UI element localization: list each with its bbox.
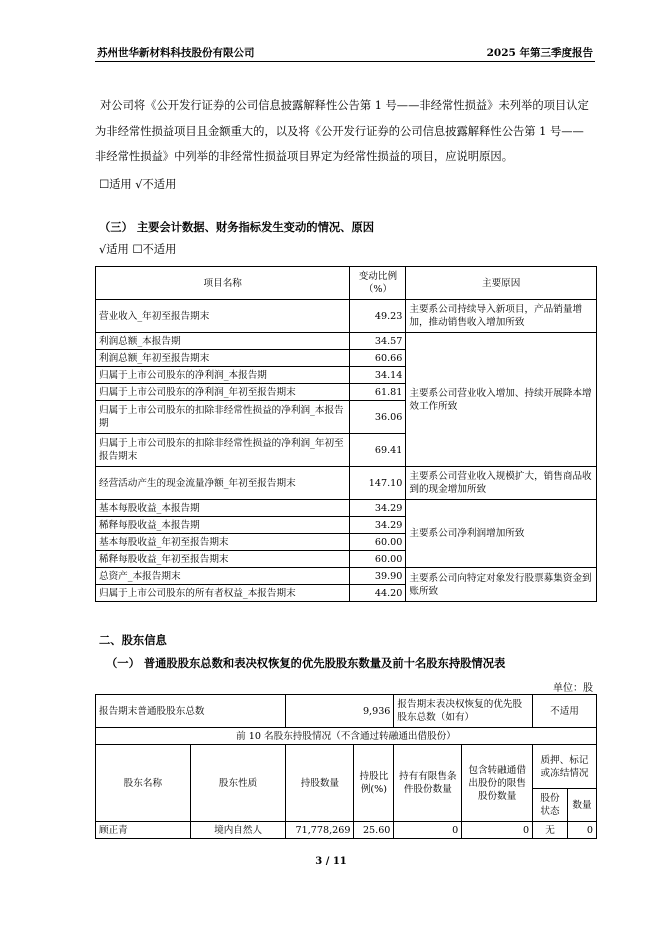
pref-holders-label: 报告期末表决权恢复的优先股股东总数（如有） — [394, 695, 533, 728]
row-ratio: 36.06 — [350, 401, 406, 434]
header-nature: 股东性质 — [190, 745, 286, 822]
row-ratio: 61.81 — [350, 384, 406, 401]
col-reason-header: 主要原因 — [406, 267, 597, 300]
row-reason: 主要系公司营业收入增加、持续开展降本增效工作所致 — [406, 333, 597, 467]
shareholder-table — [95, 694, 597, 839]
section2-title: 二、股东信息 — [99, 633, 167, 647]
col-item-header: 项目名称 — [96, 267, 350, 300]
holder-restricted: 0 — [394, 822, 462, 839]
row-name: 总资产_本报告期末 — [96, 568, 350, 585]
header-shares: 持股数量 — [286, 745, 354, 822]
header-company: 苏州世华新材料科技股份有限公司 — [97, 47, 255, 59]
row-name: 利润总额_年初至报告期末 — [96, 350, 350, 367]
total-holders-label: 报告期末普通股股东总数 — [96, 695, 286, 728]
section2-subtitle: （一） 普通股股东总数和表决权恢复的优先股股东数量及前十名股东持股情况表 — [106, 656, 506, 670]
header-rule — [95, 61, 595, 62]
header-pledge-status: 股份状态 — [533, 789, 568, 822]
row-ratio: 147.10 — [350, 467, 406, 500]
holder-ratio: 25.60 — [354, 822, 394, 839]
holder-lending: 0 — [462, 822, 533, 839]
row-ratio: 49.23 — [350, 300, 406, 333]
header-restricted: 持有有限售条件股份数量 — [394, 745, 462, 822]
row-ratio: 60.00 — [350, 534, 406, 551]
header-pledge: 质押、标记或冻结情况 — [533, 745, 597, 789]
row-name: 经营活动产生的现金流量净额_年初至报告期末 — [96, 467, 350, 500]
applicability-1: ☐适用 √不适用 — [99, 178, 177, 191]
row-name: 归属于上市公司股东的净利润_年初至报告期末 — [96, 384, 350, 401]
financial-change-table — [95, 266, 597, 602]
row-ratio: 39.90 — [350, 568, 406, 585]
row-ratio: 34.29 — [350, 500, 406, 517]
intro-paragraph: 对公司将《公开发行证券的公司信息披露解释性公告第 1 号——非经常性损益》未列举的项目认定为非经常性损益项目且金额重大的，以及将《公开发行证券的公司信息披露解释性公告第 1 号——非经常性损益》中列举的非经常性损益项目界定为经常性损益的项目，应说明原因。 — [95, 99, 589, 163]
header-ratio: 持股比例(%) — [354, 745, 394, 822]
row-reason: 主要系公司净利润增加所致 — [406, 500, 597, 568]
row-ratio: 60.00 — [350, 551, 406, 568]
top10-caption: 前 10 名股东持股情况（不含通过转融通出借股份） — [96, 728, 597, 745]
total-holders-value: 9,936 — [286, 695, 394, 728]
holder-pledge-status: 无 — [533, 822, 568, 839]
row-name: 稀释每股收益_本报告期 — [96, 517, 350, 534]
row-ratio: 44.20 — [350, 585, 406, 602]
row-name: 稀释每股收益_年初至报告期末 — [96, 551, 350, 568]
row-reason: 主要系公司向特定对象发行股票募集资金到账所致 — [406, 568, 597, 602]
pref-holders-value: 不适用 — [533, 695, 597, 728]
row-name: 基本每股收益_年初至报告期末 — [96, 534, 350, 551]
row-ratio: 34.29 — [350, 517, 406, 534]
row-name: 基本每股收益_本报告期 — [96, 500, 350, 517]
row-ratio: 60.66 — [350, 350, 406, 367]
section3-title: （三） 主要会计数据、财务指标发生变动的情况、原因 — [99, 220, 375, 234]
header-report: 2025 年第三季度报告 — [486, 47, 593, 59]
applicability-2: √适用 ☐不适用 — [99, 243, 177, 256]
page-number: 3 / 11 — [315, 856, 347, 867]
row-name: 营业收入_年初至报告期末 — [96, 300, 350, 333]
holder-nature: 境内自然人 — [190, 822, 286, 839]
header-pledge-qty: 数量 — [567, 789, 596, 822]
row-ratio: 34.14 — [350, 367, 406, 384]
row-name: 归属于上市公司股东的所有者权益_本报告期末 — [96, 585, 350, 602]
col-ratio-header: 变动比例（%） — [350, 267, 406, 300]
holder-pledge-qty: 0 — [567, 822, 596, 839]
header-lending: 包含转融通借出股份的限售股份数量 — [462, 745, 533, 822]
row-name: 归属于上市公司股东的净利润_本报告期 — [96, 367, 350, 384]
header-name: 股东名称 — [96, 745, 191, 822]
holder-shares: 71,778,269 — [286, 822, 354, 839]
row-ratio: 34.57 — [350, 333, 406, 350]
row-name: 利润总额_本报告期 — [96, 333, 350, 350]
row-ratio: 69.41 — [350, 434, 406, 467]
row-name: 归属于上市公司股东的扣除非经常性损益的净利润_年初至报告期末 — [96, 434, 350, 467]
unit-label: 单位：股 — [553, 683, 593, 694]
row-reason: 主要系公司持续导入新项目，产品销量增加，推动销售收入增加所致 — [406, 300, 597, 333]
row-name: 归属于上市公司股东的扣除非经常性损益的净利润_本报告期 — [96, 401, 350, 434]
holder-name: 顾正青 — [96, 822, 191, 839]
row-reason: 主要系公司营业收入规模扩大，销售商品收到的现金增加所致 — [406, 467, 597, 500]
